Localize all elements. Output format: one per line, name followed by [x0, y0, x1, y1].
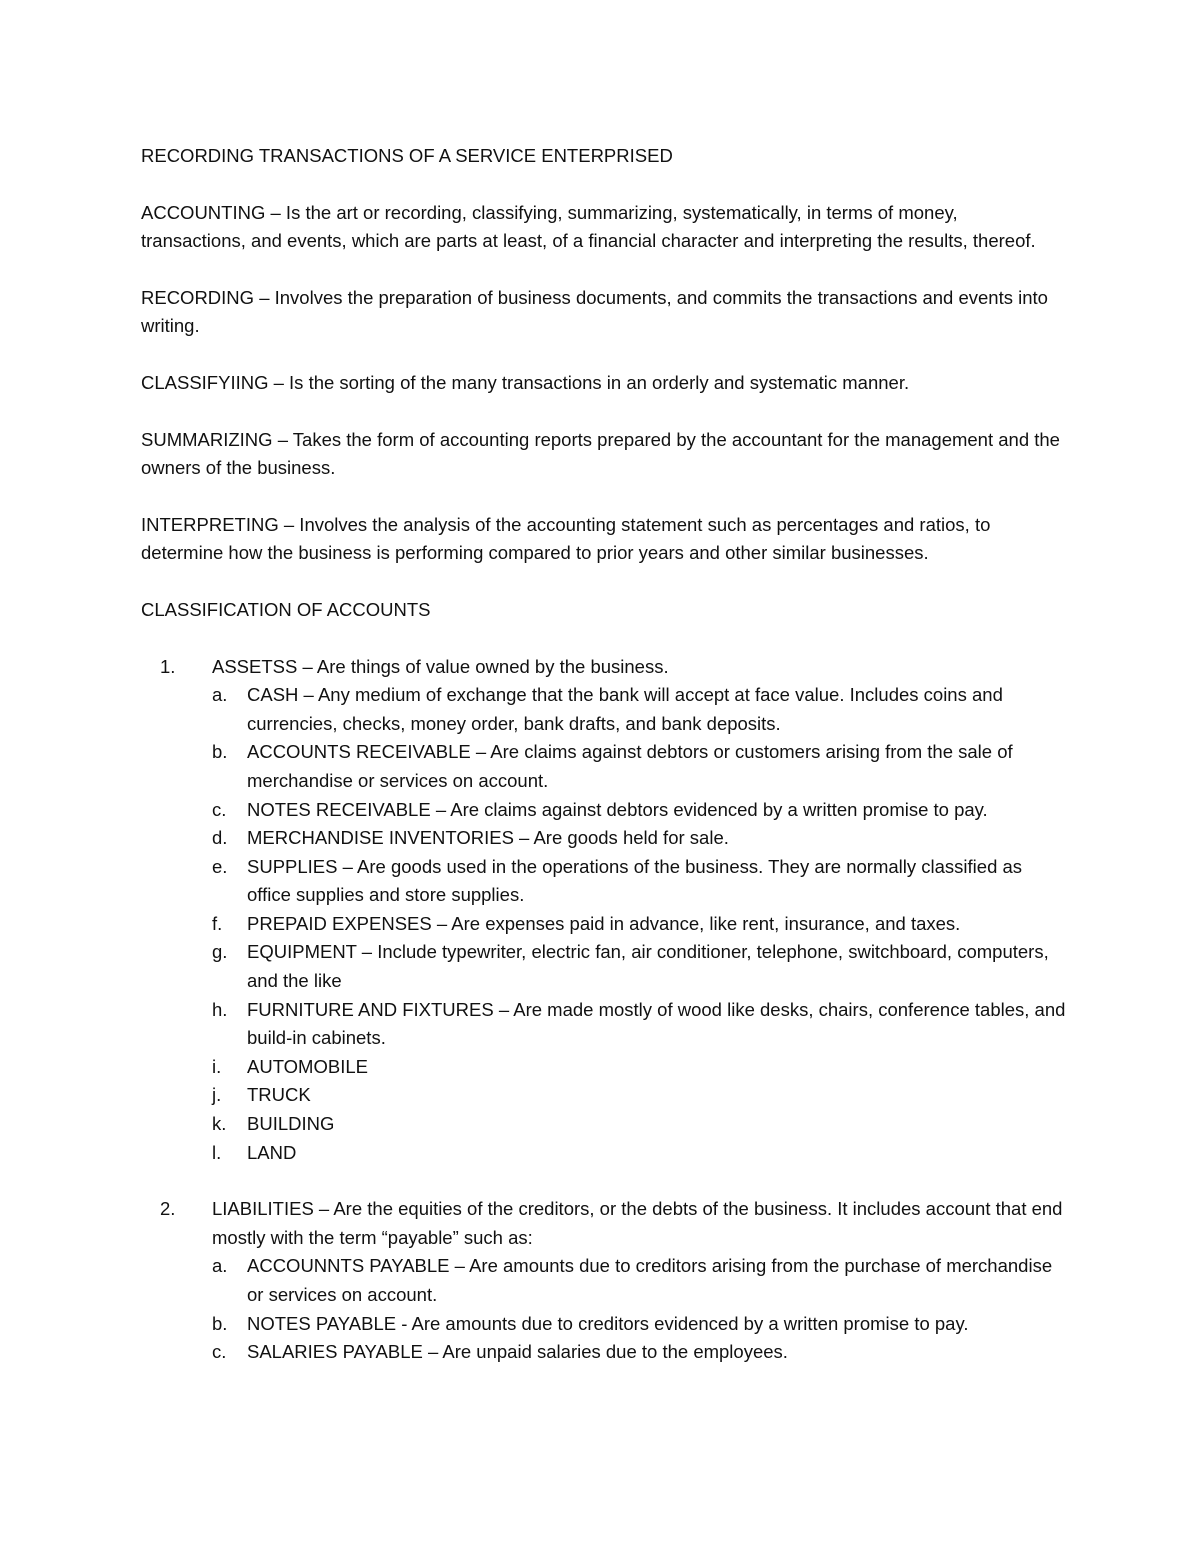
list-item-text: LIABILITIES – Are the equities of the creditors, or the debts of the business. It includes account that end mostly with the term “payable” such as: [212, 1198, 1063, 1248]
sublist-item-text: NOTES PAYABLE - Are amounts due to creditors evidenced by a written promise to pay. [247, 1312, 969, 1334]
sublist-marker: e. [212, 855, 228, 877]
sublist-item-text: AUTOMOBILE [247, 1055, 368, 1077]
sublist-marker: a. [212, 684, 228, 706]
sublist-item [212, 796, 1066, 825]
sublist-marker: f. [212, 912, 223, 934]
sublist-marker: g. [212, 941, 228, 963]
section-title: CLASSIFICATION OF ACCOUNTS [141, 598, 431, 620]
sublist-item-text: SUPPLIES – Are goods used in the operations of the business. They are normally classified as office supplies and store supplies. [247, 855, 1023, 906]
paragraph-classifying: CLASSIFYIING – Is the sorting of the many transactions in an orderly and systematic manner. [141, 371, 910, 393]
sublist-item [212, 910, 1066, 939]
sublist-marker: b. [212, 741, 228, 763]
sublist-item-text: EQUIPMENT – Include typewriter, electric fan, air conditioner, telephone, switchboard, computers, and the like [247, 941, 1049, 992]
sublist-item-text: NOTES RECEIVABLE – Are claims against debtors evidenced by a written promise to pay. [247, 798, 988, 820]
paragraph-accounting: ACCOUNTING – Is the art or recording, classifying, summarizing, systematically, in terms of money, transactions, and events, which are parts at least, of a financial character and interpreting the results, thereof. [141, 201, 1036, 252]
accounts-list [141, 653, 1066, 1367]
sublist-item-text: TRUCK [247, 1084, 311, 1106]
sublist-item [212, 853, 1066, 910]
sublist-item-text: PREPAID EXPENSES – Are expenses paid in advance, like rent, insurance, and taxes. [247, 912, 961, 934]
list-marker: 1. [160, 655, 176, 677]
sublist-marker: h. [212, 998, 228, 1020]
sublist-item [212, 681, 1066, 738]
sublist-item [212, 1252, 1066, 1309]
sublist-item-text: MERCHANDISE INVENTORIES – Are goods held for sale. [247, 827, 729, 849]
liabilities-sublist [212, 1252, 1066, 1366]
sublist-marker: b. [212, 1312, 228, 1334]
document-page [141, 142, 1066, 1367]
sublist-item [212, 1053, 1066, 1082]
sublist-item [212, 996, 1066, 1053]
sublist-item [212, 824, 1066, 853]
paragraph-interpreting: INTERPRETING – Involves the analysis of the accounting statement such as percentages and ratios, to determine how the business is performing compared to prior years and other similar businesses. [141, 513, 991, 564]
sublist-marker: k. [212, 1113, 227, 1135]
sublist-marker: c. [212, 1341, 227, 1363]
assets-sublist [212, 681, 1066, 1167]
sublist-item-text: FURNITURE AND FIXTURES – Are made mostly of wood like desks, chairs, conference tables, and build-in cabinets. [247, 998, 1066, 1049]
sublist-marker: j. [212, 1084, 222, 1106]
sublist-item [212, 1081, 1066, 1110]
sublist-item-text: SALARIES PAYABLE – Are unpaid salaries due to the employees. [247, 1341, 788, 1363]
list-item-text: ASSETSS – Are things of value owned by the business. [212, 655, 669, 677]
sublist-item-text: CASH – Any medium of exchange that the bank will accept at face value. Includes coins and currencies, checks, money order, bank drafts, and bank deposits. [247, 684, 1003, 734]
sublist-marker: l. [212, 1141, 222, 1163]
paragraph-recording: RECORDING – Involves the preparation of business documents, and commits the transactions and events into writing. [141, 286, 1048, 337]
sublist-item-text: ACCOUNTS RECEIVABLE – Are claims against debtors or customers arising from the sale of merchandise or services on account. [247, 741, 1013, 791]
sublist-marker: i. [212, 1055, 222, 1077]
list-item-assets [141, 653, 1066, 1168]
sublist-item [212, 1110, 1066, 1139]
sublist-item [212, 938, 1066, 995]
sublist-item-text: BUILDING [247, 1113, 335, 1135]
sublist-item [212, 1310, 1066, 1339]
sublist-item-text: LAND [247, 1141, 297, 1163]
sublist-item-text: ACCOUNNTS PAYABLE – Are amounts due to creditors arising from the purchase of merchandise or services on account. [247, 1255, 1053, 1305]
list-marker: 2. [160, 1198, 176, 1220]
sublist-item [212, 738, 1066, 795]
sublist-marker: d. [212, 827, 228, 849]
paragraph-summarizing: SUMMARIZING – Takes the form of accounting reports prepared by the accountant for the management and the owners of the business. [141, 428, 1060, 479]
sublist-marker: a. [212, 1255, 228, 1277]
sublist-item [212, 1338, 1066, 1367]
list-item-liabilities [141, 1195, 1066, 1367]
sublist-item [212, 1139, 1066, 1168]
sublist-marker: c. [212, 798, 227, 820]
document-title: RECORDING TRANSACTIONS OF A SERVICE ENTERPRISED [141, 145, 673, 166]
